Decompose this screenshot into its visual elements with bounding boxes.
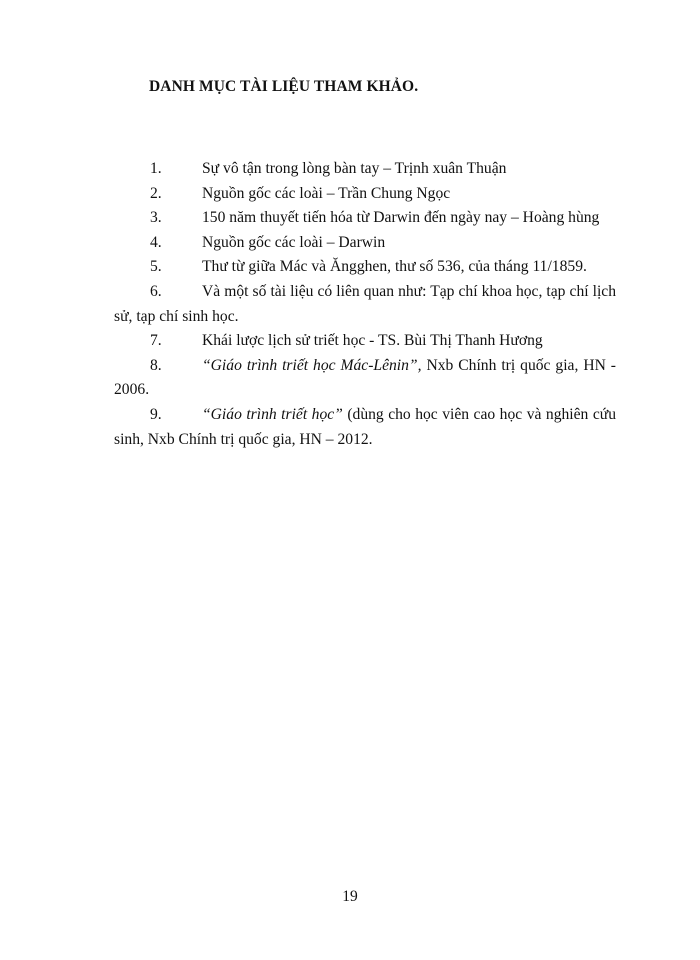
reference-number: 2. <box>150 184 162 202</box>
reference-number: 1. <box>150 160 162 177</box>
reference-item <box>114 403 616 452</box>
reference-item <box>114 280 616 329</box>
reference-item <box>114 255 616 280</box>
reference-text: Nguồn gốc các loài – Trần Chung Ngọc <box>202 184 451 202</box>
reference-item <box>114 329 616 354</box>
page-title: DANH MỤC TÀI LIỆU THAM KHẢO. <box>149 78 419 95</box>
reference-text: Nxb Chính trị quốc gia, HN - 2006. <box>114 356 616 399</box>
reference-number: 4. <box>150 233 162 251</box>
reference-number: 5. <box>150 258 162 276</box>
reference-text: Khái lược lịch sử triết học - TS. Bùi Thị Thanh Hương <box>202 332 543 350</box>
reference-number: 7. <box>150 332 162 350</box>
reference-item <box>114 206 616 231</box>
reference-text: Và một số tài liệu có liên quan như: Tạp chí khoa học, tạp chí lịch sử, tạp chí sinh học. <box>114 282 616 325</box>
reference-item <box>114 182 616 207</box>
reference-number: 9. <box>150 405 162 423</box>
reference-title-italic: “Giáo trình triết học Mác-Lênin”, <box>202 356 422 374</box>
reference-text: 150 năm thuyết tiến hóa từ Darwin đến ngày nay – Hoàng hùng <box>202 209 600 227</box>
reference-text: Thư từ giữa Mác và Ăngghen, thư số 536, của tháng 11/1859. <box>202 258 587 276</box>
reference-text: Nguồn gốc các loài – Darwin <box>202 233 386 251</box>
reference-number: 6. <box>150 282 162 300</box>
page-number: 19 <box>342 888 358 905</box>
reference-title-italic: “Giáo trình triết học” <box>202 405 343 423</box>
reference-text: Sự vô tận trong lòng bàn tay – Trịnh xuân Thuận <box>202 160 507 177</box>
reference-item <box>114 354 616 403</box>
reference-item <box>114 231 616 256</box>
reference-text: (dùng cho học viên cao học và nghiên cứu sinh, Nxb Chính trị quốc gia, HN – 2012. <box>114 405 617 448</box>
reference-list <box>114 157 616 452</box>
reference-number: 3. <box>150 209 162 227</box>
reference-item <box>114 157 616 182</box>
reference-number: 8. <box>150 356 162 374</box>
